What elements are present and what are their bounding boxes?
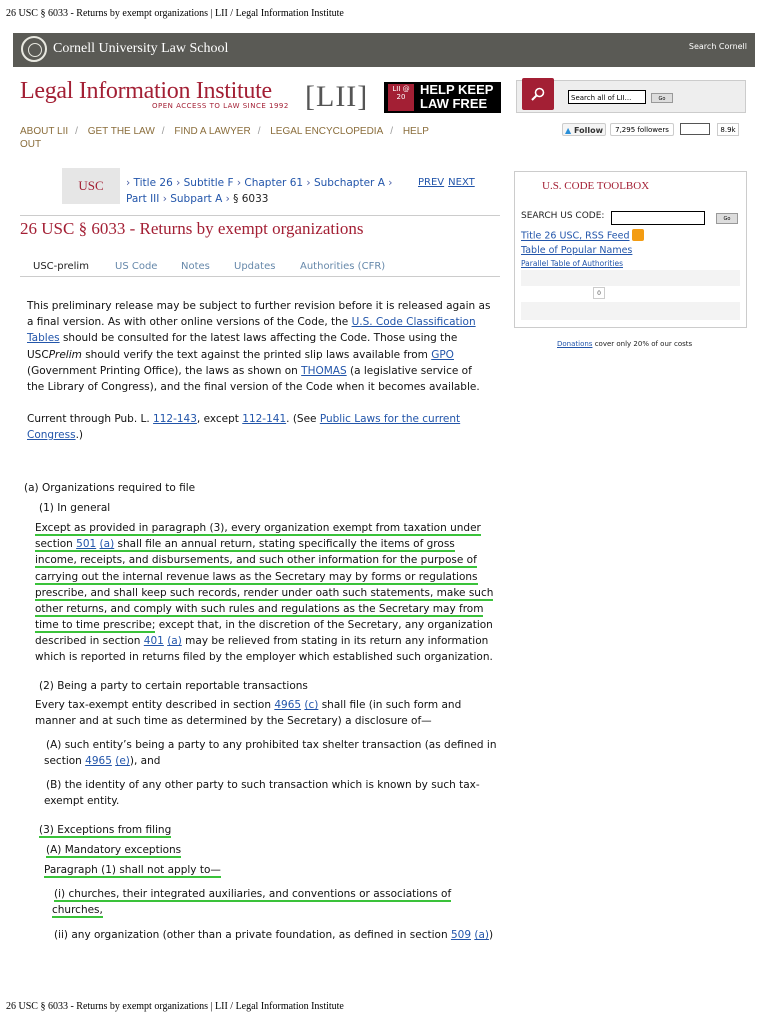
statute-line — [35, 633, 488, 649]
rss-icon — [632, 229, 644, 241]
main-nav: ABOUT LII / GET THE LAW / FIND A LAWYER / LEGAL ENCYCLOPEDIA / HELP OUT — [20, 126, 429, 150]
help-text-line-2: LAW FREE — [420, 96, 488, 111]
toolbox-widget-band — [521, 302, 740, 320]
highlighted-text: Paragraph (1) shall not apply to— — [44, 864, 221, 876]
prelim-text: should verify the text against the printed slip laws available from — [81, 348, 432, 361]
twitter-bird-icon: ▲ — [565, 126, 572, 135]
lii-search-input[interactable]: Search all of LII... — [568, 90, 646, 104]
toolbox-search-label: SEARCH US CODE: — [521, 211, 605, 221]
statute-line — [35, 617, 493, 633]
social-count: 8.9k — [717, 123, 739, 136]
statute-line: (A) such entity’s being a party to any prohibited tax shelter transaction (as defined in — [46, 739, 497, 751]
highlighted-text: (3) Exceptions from filing — [39, 824, 172, 836]
nav-help-out[interactable]: HELP OUT — [20, 126, 429, 150]
donations-note — [557, 340, 692, 348]
statute-text: section — [44, 755, 86, 767]
subparagraph-a-heading — [46, 842, 181, 858]
gpo-link[interactable]: GPO — [431, 348, 454, 361]
crumb-part-iii[interactable]: Part III — [126, 193, 160, 205]
statute-line — [35, 697, 461, 713]
toolbox-title: U.S. CODE TOOLBOX — [542, 180, 650, 192]
highlighted-text: carrying out the internal revenue laws as the Secretary may by forms or regulations — [35, 571, 478, 583]
nav-find-a-lawyer[interactable]: FIND A LAWYER — [174, 126, 251, 137]
pub-law-112-141-link[interactable]: 112-141 — [242, 413, 287, 425]
page-header: 26 USC § 6033 - Returns by exempt organizations | LII / Legal Information Institute — [6, 8, 344, 19]
tab-authorities-cfr[interactable]: Authorities (CFR) — [300, 261, 386, 272]
cornell-seal-icon[interactable] — [21, 36, 47, 62]
statute-line — [54, 886, 451, 902]
paragraph-2-heading: (2) Being a party to certain reportable transactions — [39, 680, 308, 692]
toolbox-widget-band — [521, 270, 740, 286]
rss-feed-label: Title 26 USC, RSS Feed — [521, 230, 630, 242]
popular-names-link[interactable]: Table of Popular Names — [521, 245, 633, 256]
classification-tables-link[interactable]: U.S. Code Classification Tables — [27, 316, 476, 345]
statute-line — [35, 552, 477, 568]
highlighted-text: churches, — [52, 904, 103, 916]
prelim-text: (a legislative service of the Library of Congress), and the final version of the Code when it becomes available. — [27, 364, 480, 394]
nav-get-the-law[interactable]: GET THE LAW — [87, 126, 155, 137]
section-401-a-link[interactable]: (a) — [167, 635, 182, 647]
tab-usc-prelim[interactable]: USC-prelim — [33, 261, 89, 272]
tab-updates[interactable]: Updates — [234, 261, 276, 272]
nav-about-lii[interactable]: ABOUT LII — [20, 126, 69, 137]
section-4965-link[interactable]: 4965 — [85, 755, 112, 767]
crumb-subchapter-a[interactable]: Subchapter A — [313, 177, 385, 189]
share-count: 0 — [593, 287, 605, 299]
highlighted-text: time to time prescribe; — [35, 619, 156, 631]
current-through — [27, 411, 477, 443]
highlighted-text: income, receipts, and disbursements, and such other information for the purpose of — [35, 554, 477, 566]
paragraph-1-heading: (1) In general — [39, 502, 111, 514]
statute-text: may be relieved from stating in its return any information — [181, 635, 489, 647]
section-4965-e-link[interactable]: (e) — [115, 755, 130, 767]
statute-line — [35, 601, 483, 617]
page-footer: 26 USC § 6033 - Returns by exempt organizations | LII / Legal Information Institute — [6, 1001, 344, 1012]
prelim-text: (Government Printing Office), the laws as shown on — [27, 364, 302, 377]
prelim-text: This preliminary release may be subject to further revision before it is released again as a final version. As with other online versions of the Code, the — [27, 300, 491, 329]
statute-line — [35, 536, 455, 552]
pub-law-112-143-link[interactable]: 112-143 — [153, 413, 197, 425]
tab-notes[interactable]: Notes — [181, 261, 210, 272]
statute-text: Every tax-exempt entity described in section — [35, 699, 275, 711]
statute-line — [52, 902, 103, 918]
prev-link[interactable]: PREV — [418, 177, 445, 188]
prelim-notice — [27, 298, 492, 395]
statute-line — [35, 585, 493, 601]
subsection-a-heading: (a) Organizations required to file — [24, 482, 196, 494]
twitter-follow-button[interactable] — [562, 123, 606, 136]
highlighted-text: prescribe, and shall keep such records, render under oath such statements, make such — [35, 587, 494, 599]
current-text: Current through Pub. L. — [27, 413, 154, 425]
help-banner-text — [420, 83, 493, 111]
help-keep-law-free-banner[interactable] — [384, 82, 501, 113]
follow-label: Follow — [573, 126, 603, 135]
thomas-link[interactable]: THOMAS — [301, 364, 347, 377]
statute-line — [35, 569, 478, 585]
us-code-search-go-button[interactable]: Go — [716, 213, 738, 224]
help-text-line-1: HELP KEEP — [420, 82, 494, 97]
crumb-title-26[interactable]: Title 26 — [133, 177, 173, 189]
lii-20-badge: LII @ 20 — [388, 84, 414, 111]
twitter-followers-count: 7,295 followers — [610, 123, 674, 136]
statute-line: manner and at such time as determined by the Secretary) a disclosure of— — [35, 715, 432, 727]
section-4965-c-link[interactable]: (c) — [304, 699, 319, 711]
highlighted-text: (A) Mandatory exceptions — [46, 844, 182, 856]
lii-title[interactable]: Legal Information Institute — [20, 78, 272, 104]
rss-feed-link[interactable] — [521, 230, 644, 242]
section-501-link[interactable]: 501 — [76, 538, 97, 550]
lii-tagline: OPEN ACCESS TO LAW SINCE 1992 — [152, 102, 289, 110]
section-501-a-link[interactable]: (a) — [99, 538, 115, 550]
statute-line: (B) the identity of any other party to such transaction which is known by such tax- — [46, 779, 480, 791]
crumb-chapter-61[interactable]: Chapter 61 — [244, 177, 304, 189]
nav-legal-encyclopedia[interactable]: LEGAL ENCYCLOPEDIA — [270, 126, 384, 137]
statute-text: ), and — [129, 755, 161, 767]
statute-text: described in section — [35, 635, 144, 647]
parallel-table-link[interactable]: Parallel Table of Authorities — [521, 259, 623, 268]
statute-line: which is reported in returns filed by the employer which established such organization. — [35, 651, 493, 663]
highlighted-text: shall file an annual return, stating specifically the items of gross — [114, 538, 455, 550]
current-text: , except — [196, 413, 243, 425]
donations-text: cover only 20% of our costs — [592, 340, 693, 348]
us-code-search-input[interactable] — [611, 211, 705, 225]
search-icon[interactable] — [522, 78, 554, 110]
cornell-bar — [13, 33, 755, 67]
statute-text: except that, in the discretion of the Secretary, any organization — [155, 619, 493, 631]
search-cornell-link[interactable]: Search Cornell — [688, 42, 747, 51]
tab-us-code[interactable]: US Code — [115, 261, 158, 272]
next-link[interactable]: NEXT — [448, 177, 475, 188]
donations-link[interactable]: Donations — [557, 340, 593, 348]
content-tabs — [20, 258, 500, 277]
highlighted-text: Except as provided in paragraph (3), every organization exempt from taxation under — [35, 522, 481, 534]
highlighted-text: section — [35, 538, 77, 550]
prev-next — [418, 177, 479, 188]
statute-line — [44, 862, 221, 878]
crumb-subtitle-f[interactable]: Subtitle F — [183, 177, 234, 189]
current-text: . (See — [286, 413, 320, 425]
section-4965-link[interactable]: 4965 — [274, 699, 302, 711]
current-text: .) — [75, 429, 83, 442]
statute-line — [44, 753, 160, 769]
statute-text: ) — [488, 929, 494, 941]
prelim-text: should be consulted for the latest laws affecting the Code. Those using the USC — [27, 332, 458, 361]
paragraph-3-heading — [39, 822, 171, 838]
crumb-subpart-a[interactable]: Subpart A — [170, 193, 223, 205]
section-509-link[interactable]: 509 — [450, 929, 471, 941]
public-laws-current-congress-link[interactable]: Public Laws for the current Congress — [27, 413, 461, 442]
cornell-law-school-link[interactable]: Cornell University Law School — [53, 41, 229, 56]
page-title: 26 USC § 6033 - Returns by exempt organizations — [20, 219, 364, 238]
section-401-link[interactable]: 401 — [143, 635, 164, 647]
lii-logo[interactable]: [LII] — [305, 80, 369, 113]
title-divider — [20, 215, 500, 216]
lii-search-go-button[interactable]: Go — [651, 93, 673, 103]
breadcrumb: › Title 26 › Subtitle F › Chapter 61 › Subchapter A › Part III › Subpart A › § 6033 — [126, 177, 393, 205]
prelim-italic: Prelim — [48, 348, 82, 361]
statute-text: (ii) any organization (other than a private foundation, as defined in section — [54, 929, 451, 941]
highlighted-text: (i) churches, their integrated auxiliaries, and conventions or associations of — [54, 888, 452, 900]
crumb-current-section: § 6033 — [233, 193, 269, 205]
statute-line: exempt entity. — [44, 795, 120, 807]
statute-line — [54, 927, 493, 943]
highlighted-text: other returns, and comply with such rules and regulations as the Secretary may from — [35, 603, 484, 615]
social-widget-box[interactable] — [680, 123, 710, 135]
section-509-a-link[interactable]: (a) — [474, 929, 489, 941]
statute-line — [35, 520, 481, 536]
statute-text: shall file (in such form and — [318, 699, 462, 711]
usc-tab[interactable]: USC — [62, 168, 120, 204]
